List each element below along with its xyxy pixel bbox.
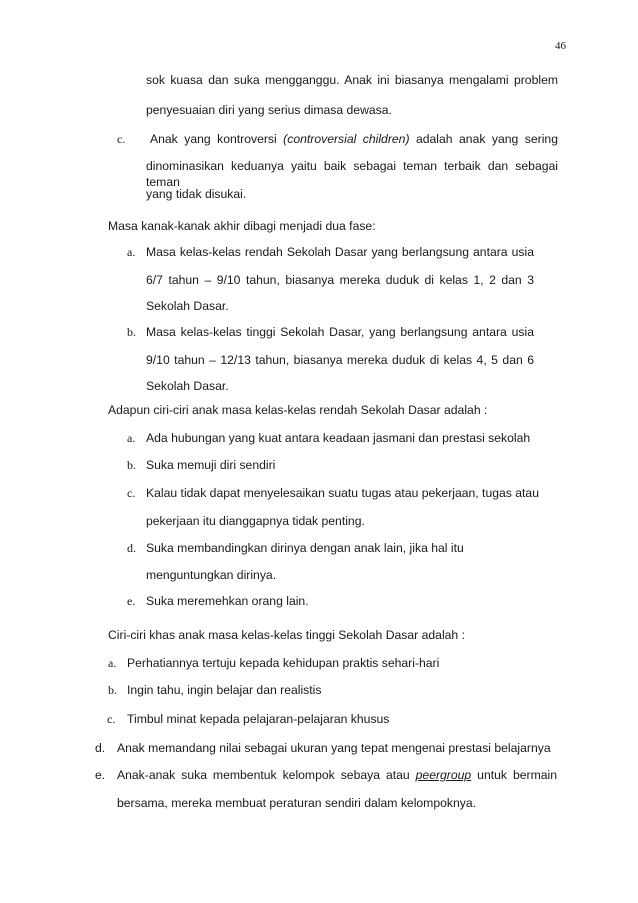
list-item-line: Sekolah Dasar.	[146, 379, 229, 393]
list-item-line: 9/10 tahun – 12/13 tahun, biasanya mereka duduk di kelas 4, 5 dan 6	[146, 353, 534, 367]
list-marker: d.	[95, 741, 106, 755]
paragraph-line: sok kuasa dan suka mengganggu. Anak ini biasanya mengalami problem	[146, 73, 558, 87]
list-item-line: bersama, mereka membuat peraturan sendiri dalam kelompoknya.	[117, 796, 477, 810]
list-marker: c.	[117, 132, 126, 146]
list-marker: b.	[127, 325, 136, 339]
underlined-term: peergroup	[415, 768, 472, 782]
paragraph-line: penyesuaian diri yang serius dimasa dewasa.	[146, 103, 392, 117]
list-marker: e.	[127, 594, 136, 608]
list-marker: e.	[95, 768, 106, 782]
paragraph-intro: Masa kanak-kanak akhir dibagi menjadi dua fase:	[108, 219, 376, 233]
list-item-line: yang tidak disukai.	[146, 187, 247, 201]
list-item-line: Kalau tidak dapat menyelesaikan suatu tugas atau pekerjaan, tugas atau	[146, 486, 539, 500]
list-item-line: pekerjaan itu dianggapnya tidak penting.	[146, 514, 365, 528]
text-span: Anak yang kontroversi	[150, 132, 284, 146]
list-item-line: Timbul minat kepada pelajaran-pelajaran khusus	[127, 712, 390, 726]
list-marker: c.	[107, 712, 116, 726]
page-number: 46	[555, 40, 566, 52]
list-marker: a.	[108, 656, 117, 670]
list-item-line: Perhatiannya tertuju kepada kehidupan praktis sehari-hari	[127, 656, 440, 670]
list-item-line	[150, 131, 558, 147]
list-item-line: menguntungkan dirinya.	[146, 568, 277, 582]
italic-term: (controversial children)	[283, 132, 410, 146]
list-marker: a.	[127, 245, 136, 259]
list-item-line: Masa kelas-kelas tinggi Sekolah Dasar, yang berlangsung antara usia	[146, 325, 534, 339]
text-span: untuk bermain	[471, 768, 557, 782]
list-item-line: Anak memandang nilai sebagai ukuran yang tepat mengenai prestasi belajarnya	[117, 741, 551, 755]
text-span: Anak-anak suka membentuk kelompok sebaya atau	[117, 768, 416, 782]
list-item-line: dinominasikan keduanya yaitu baik sebagai teman terbaik dan sebagai teman	[146, 159, 558, 189]
list-item-line: Suka meremehkan orang lain.	[146, 594, 309, 608]
paragraph-intro: Ciri-ciri khas anak masa kelas-kelas tinggi Sekolah Dasar adalah :	[108, 628, 465, 642]
list-item-line: Ingin tahu, ingin belajar dan realistis	[127, 683, 322, 697]
list-marker: a.	[127, 431, 136, 445]
list-marker: c.	[127, 486, 136, 500]
list-item-line	[117, 767, 557, 783]
list-marker: b.	[108, 683, 117, 697]
list-item-line: Suka membandingkan dirinya dengan anak lain, jika hal itu	[146, 541, 464, 555]
list-item-line: Masa kelas-kelas rendah Sekolah Dasar yang berlangsung antara usia	[146, 245, 534, 259]
paragraph-intro: Adapun ciri-ciri anak masa kelas-kelas rendah Sekolah Dasar adalah :	[108, 403, 488, 417]
list-item-line: 6/7 tahun – 9/10 tahun, biasanya mereka duduk di kelas 1, 2 dan 3	[146, 273, 534, 287]
list-item-line: Ada hubungan yang kuat antara keadaan jasmani dan prestasi sekolah	[146, 431, 531, 445]
list-marker: b.	[127, 458, 136, 472]
text-span: adalah anak yang sering	[409, 132, 558, 146]
list-marker: d.	[127, 541, 136, 555]
list-item-line: Sekolah Dasar.	[146, 299, 229, 313]
list-item-line: Suka memuji diri sendiri	[146, 458, 276, 472]
